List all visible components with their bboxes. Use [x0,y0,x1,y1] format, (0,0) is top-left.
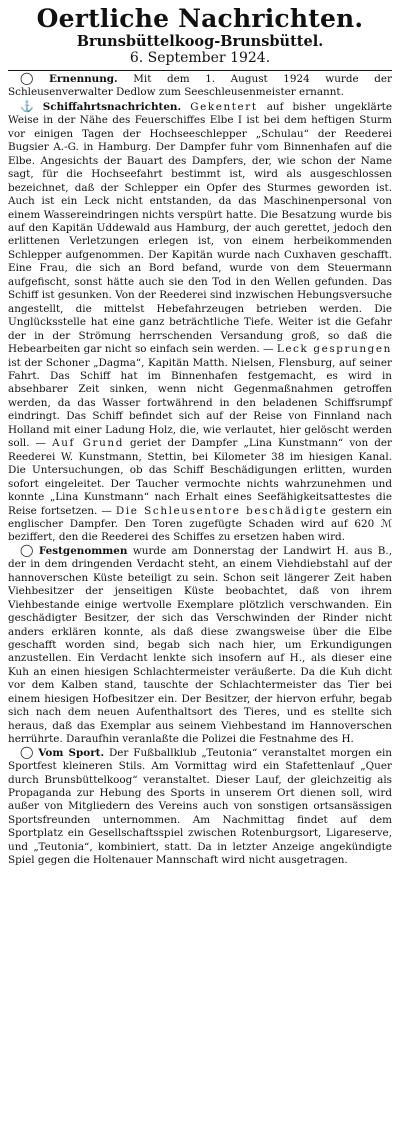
article-festgenommen [8,542,392,747]
item-label-auf-grund: Auf Grund [52,437,124,450]
article-body: Mit dem 1. August 1924 wurde der Schleusenverwalter Dedlow zum Seeschleusenmeister ernannt. [8,73,392,99]
circle-icon: ◯ [20,71,34,85]
item-text-schleusentore: gestern ein englischer Dampfer. Den Toren zugefügte Schaden wird auf 620 ℳ beziffert, den die Reederei des Schiffes zu ersetzen haben wird. [8,504,392,544]
page-subtitle: Brunsbüttelkoog-Brunsbüttel. [76,33,324,50]
item-text-auf-grund: geriet der Dampfer „Lina Kunstmann“ von der Reederei W. Kunstmann, Stettin, bei Kilometer 38 im hiesigen Kanal. Die Untersuchungen, ob das Schiff Beschädigungen erlitten, wurden sofort eingeleitet. Der Taucher vermochte nichts wahrzunehmen und konnte „Lina Kunstmann“ nach Erhalt eines Seefähigkeitsattestes die Reise fortsetzen. — [8,437,392,517]
page-title: Oertliche Nachrichten. [36,4,364,33]
dateline: 6. September 1924. [129,50,271,66]
masthead [8,4,392,67]
article-heading: Vom Sport. [38,746,105,759]
item-text-gekentert: auf bisher ungeklärte Weise in der Nähe des Feuerschiffes Elbe I ist bei dem heftigen Sturm vor einigen Tagen der Hochseeschlepper „Schulau“ der Reederei Bugsier A.-G. in Hamburg. Der Dampfer fuhr vom Binnenhafen auf die Elbe. Angesichts der Bauart des Dampfers, der, wie schon der Name sagt, für die Hochseefahrt bestimmt ist, wird als ausgeschlossen bezeichnet, daß der Schlepper ein Opfer des Sturmes geworden ist. Auch ist ein Leck nicht entstanden, da das Maschinenpersonal von einem Wassereindringen nichts verspürt hatte. Die Besatzung wurde bis auf den Kapitän Uddewald aus Hamburg, der auch gerettet, jedoch den erlittenen Verletzungen erlegen ist, von einem herbeikommenden Schlepper aufgenommen. Der Kapitän wurde nach Cuxhaven geschafft. Eine Frau, die sich an Bord befand, wurde von dem Steuermann aufgefischt, sonst hätte auch sie den Tod in den Wellen gefunden. Das Schiff ist gesunken. Von der Reederei sind inzwischen Hebungsversuche angestellt, die mittelst Hebefahrzeugen betrieben werden. Die Unglücksstelle hat eine ganz beträchtliche Tiefe. Weiter ist die Gefahr der in der Strömung herrschenden Versandung groß, so daß die Hebearbeiten gar nicht so einfach sein werden. — [8,100,393,356]
item-label-schleusentore: Die Schleusentore beschädigte [115,504,328,517]
divider-rule [8,70,392,71]
article-heading: Ernennung. [49,73,118,85]
item-label-gekentert: Gekentert [190,100,258,113]
item-label-leck: Leck gesprungen [276,343,392,356]
circle-icon: ◯ [20,542,34,557]
item-text-leck: ist der Schoner „Dagma“, Kapitän Matth. Nielsen, Flensburg, auf seiner Fahrt. Das Schiff hat im Binnenhafen festgemacht, es wird in absehbarer Zeit sinken, wenn nicht Gegenmaßnahmen getroffen werden, da das Wasser fortwährend in den beladenen Schiffsrumpf eindringt. Das Schiff befindet sich auf der Reise von Finnland nach Holland mit einer Ladung Holz, die, wie verlautet, hier gelöscht werden soll. — [8,356,392,450]
article-heading: Festgenommen [38,544,128,557]
article-ernennung [8,73,392,100]
circle-icon: ◯ [20,744,34,759]
article-body: wurde am Donnerstag der Landwirt H. aus B., der in dem dringenden Verdacht steht, an einem Viehdiebstahl auf der hannoverschen Küste beteiligt zu sein. Schon seit längerer Zeit haben Viehbesitzer der jenseitigen Küste beobachtet, daß von ihrem Viehbestande einige wertvolle Exemplare plötzlich verschwanden. Ein geschädigter Besitzer, der sich das Verschwinden der Rinder nicht anders erklären konnte, als daß diese zwangsweise über die Elbe geschafft worden sind, begab sich nach hier, um Erkundigungen anzustellen. Ein Verdacht lenkte sich insofern auf H., als dieser eine Kuh an einen hiesigen Schlachtermeister veräußerte. Da die Kuh dicht vor dem Kalben stand, tauschte der Schlachtermeister das Tier bei einem hiesigen Hofbesitzer ein. Der Besitzer, der hiervon erfuhr, begab sich nach dem neuen Aufenthaltsort des Tieres, und es stellte sich heraus, daß das Exemplar aus seinem Viehbestand im Hannoverschen herrührte. Daraufhin veranlaßte die Polizei die Festnahme des H. [8,544,392,746]
article-heading: Schiffahrtsnachrichten. [42,100,182,113]
article-schiffahrt [8,100,392,545]
article-body: Der Fußballklub „Teutonia“ veranstaltet morgen ein Sportfest kleineren Stils. Am Vormittag wird ein Stafettenlauf „Quer durch Brunsbüttelkoog“ veranstaltet. Dieser Lauf, der gleichzeitig als Propaganda zur Hebung des Sports in unserem Ort dienen soll, wird außer von Mitgliedern des Vereins auch von sonstigen ortsansässigen Sportsfreunden unternommen. Am Nachmittag findet auf dem Sportplatz ein Gesellschaftsspiel zwischen Rotenburgsort, Ligareserve, und „Teutonia“, kombiniert, statt. Da in letzter Anzeige angekündigte Spiel gegen die Holtenauer Mannschaft wird nicht ausgetragen. [8,746,392,867]
anchor-icon: ⚓ [20,99,34,113]
article-sport [8,744,392,868]
